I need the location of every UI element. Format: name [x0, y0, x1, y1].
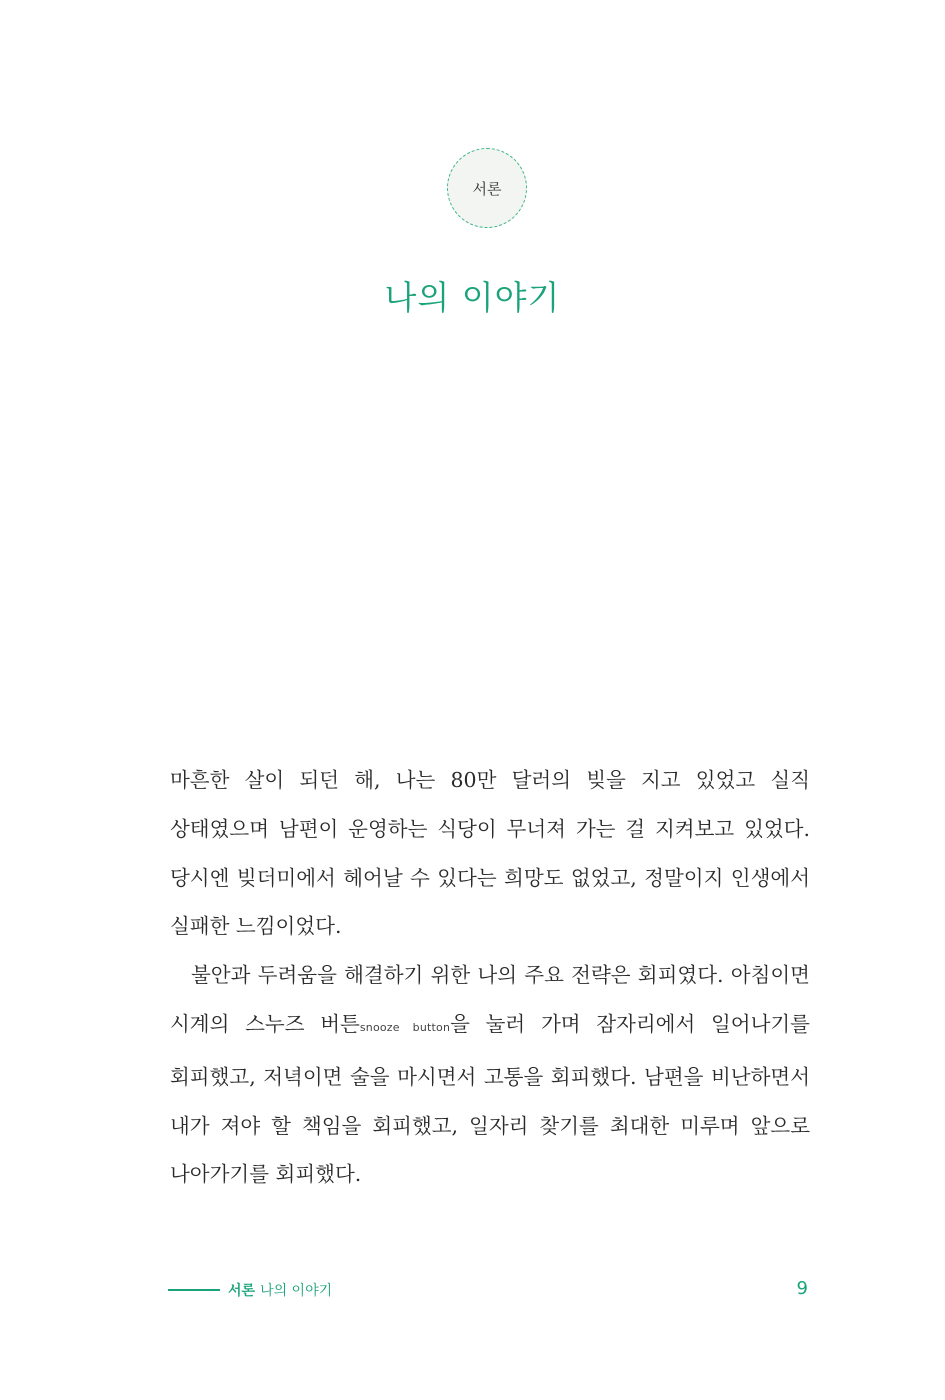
- paragraph-2-start: 불안과 두려움을 해결하기 위한 나의 주요 전략은 회피였다. 아침이면 시계의 스누즈 버튼: [170, 963, 810, 1036]
- footer-rule: [168, 1289, 220, 1291]
- chapter-badge: [447, 148, 527, 228]
- english-gloss: snooze button: [359, 1020, 451, 1034]
- chapter-label: 서론: [472, 179, 502, 198]
- footer-chapter-title: 나의 이야기: [260, 1283, 333, 1299]
- body-text: [170, 756, 810, 1199]
- paragraph-1: 마흔한 살이 되던 해, 나는 80만 달러의 빚을 지고 있었고 실직 상태였으며 남편이 운영하는 식당이 무너져 가는 걸 지켜보고 있었다. 당시엔 빚더미에서 헤어날 수 있다는 희망도 없었고, 정말이지 인생에서 실패한 느낌이었다.: [170, 768, 810, 939]
- footer-chapter-label: 서론: [228, 1283, 256, 1299]
- paragraph-2-end: 을 눌러 가며 잠자리에서 일어나기를 회피했고, 저녁이면 술을 마시면서 고통을 회피했다. 남편을 비난하면서 내가 져야 할 책임을 회피했고, 일자리 찾기를 최대한 미루며 앞으로 나아가기를 회피했다.: [170, 1011, 810, 1187]
- page-number: 9: [796, 1278, 808, 1299]
- chapter-title: 나의 이야기: [384, 278, 561, 317]
- running-footer: [168, 1280, 332, 1300]
- paragraph-2: [170, 951, 810, 1199]
